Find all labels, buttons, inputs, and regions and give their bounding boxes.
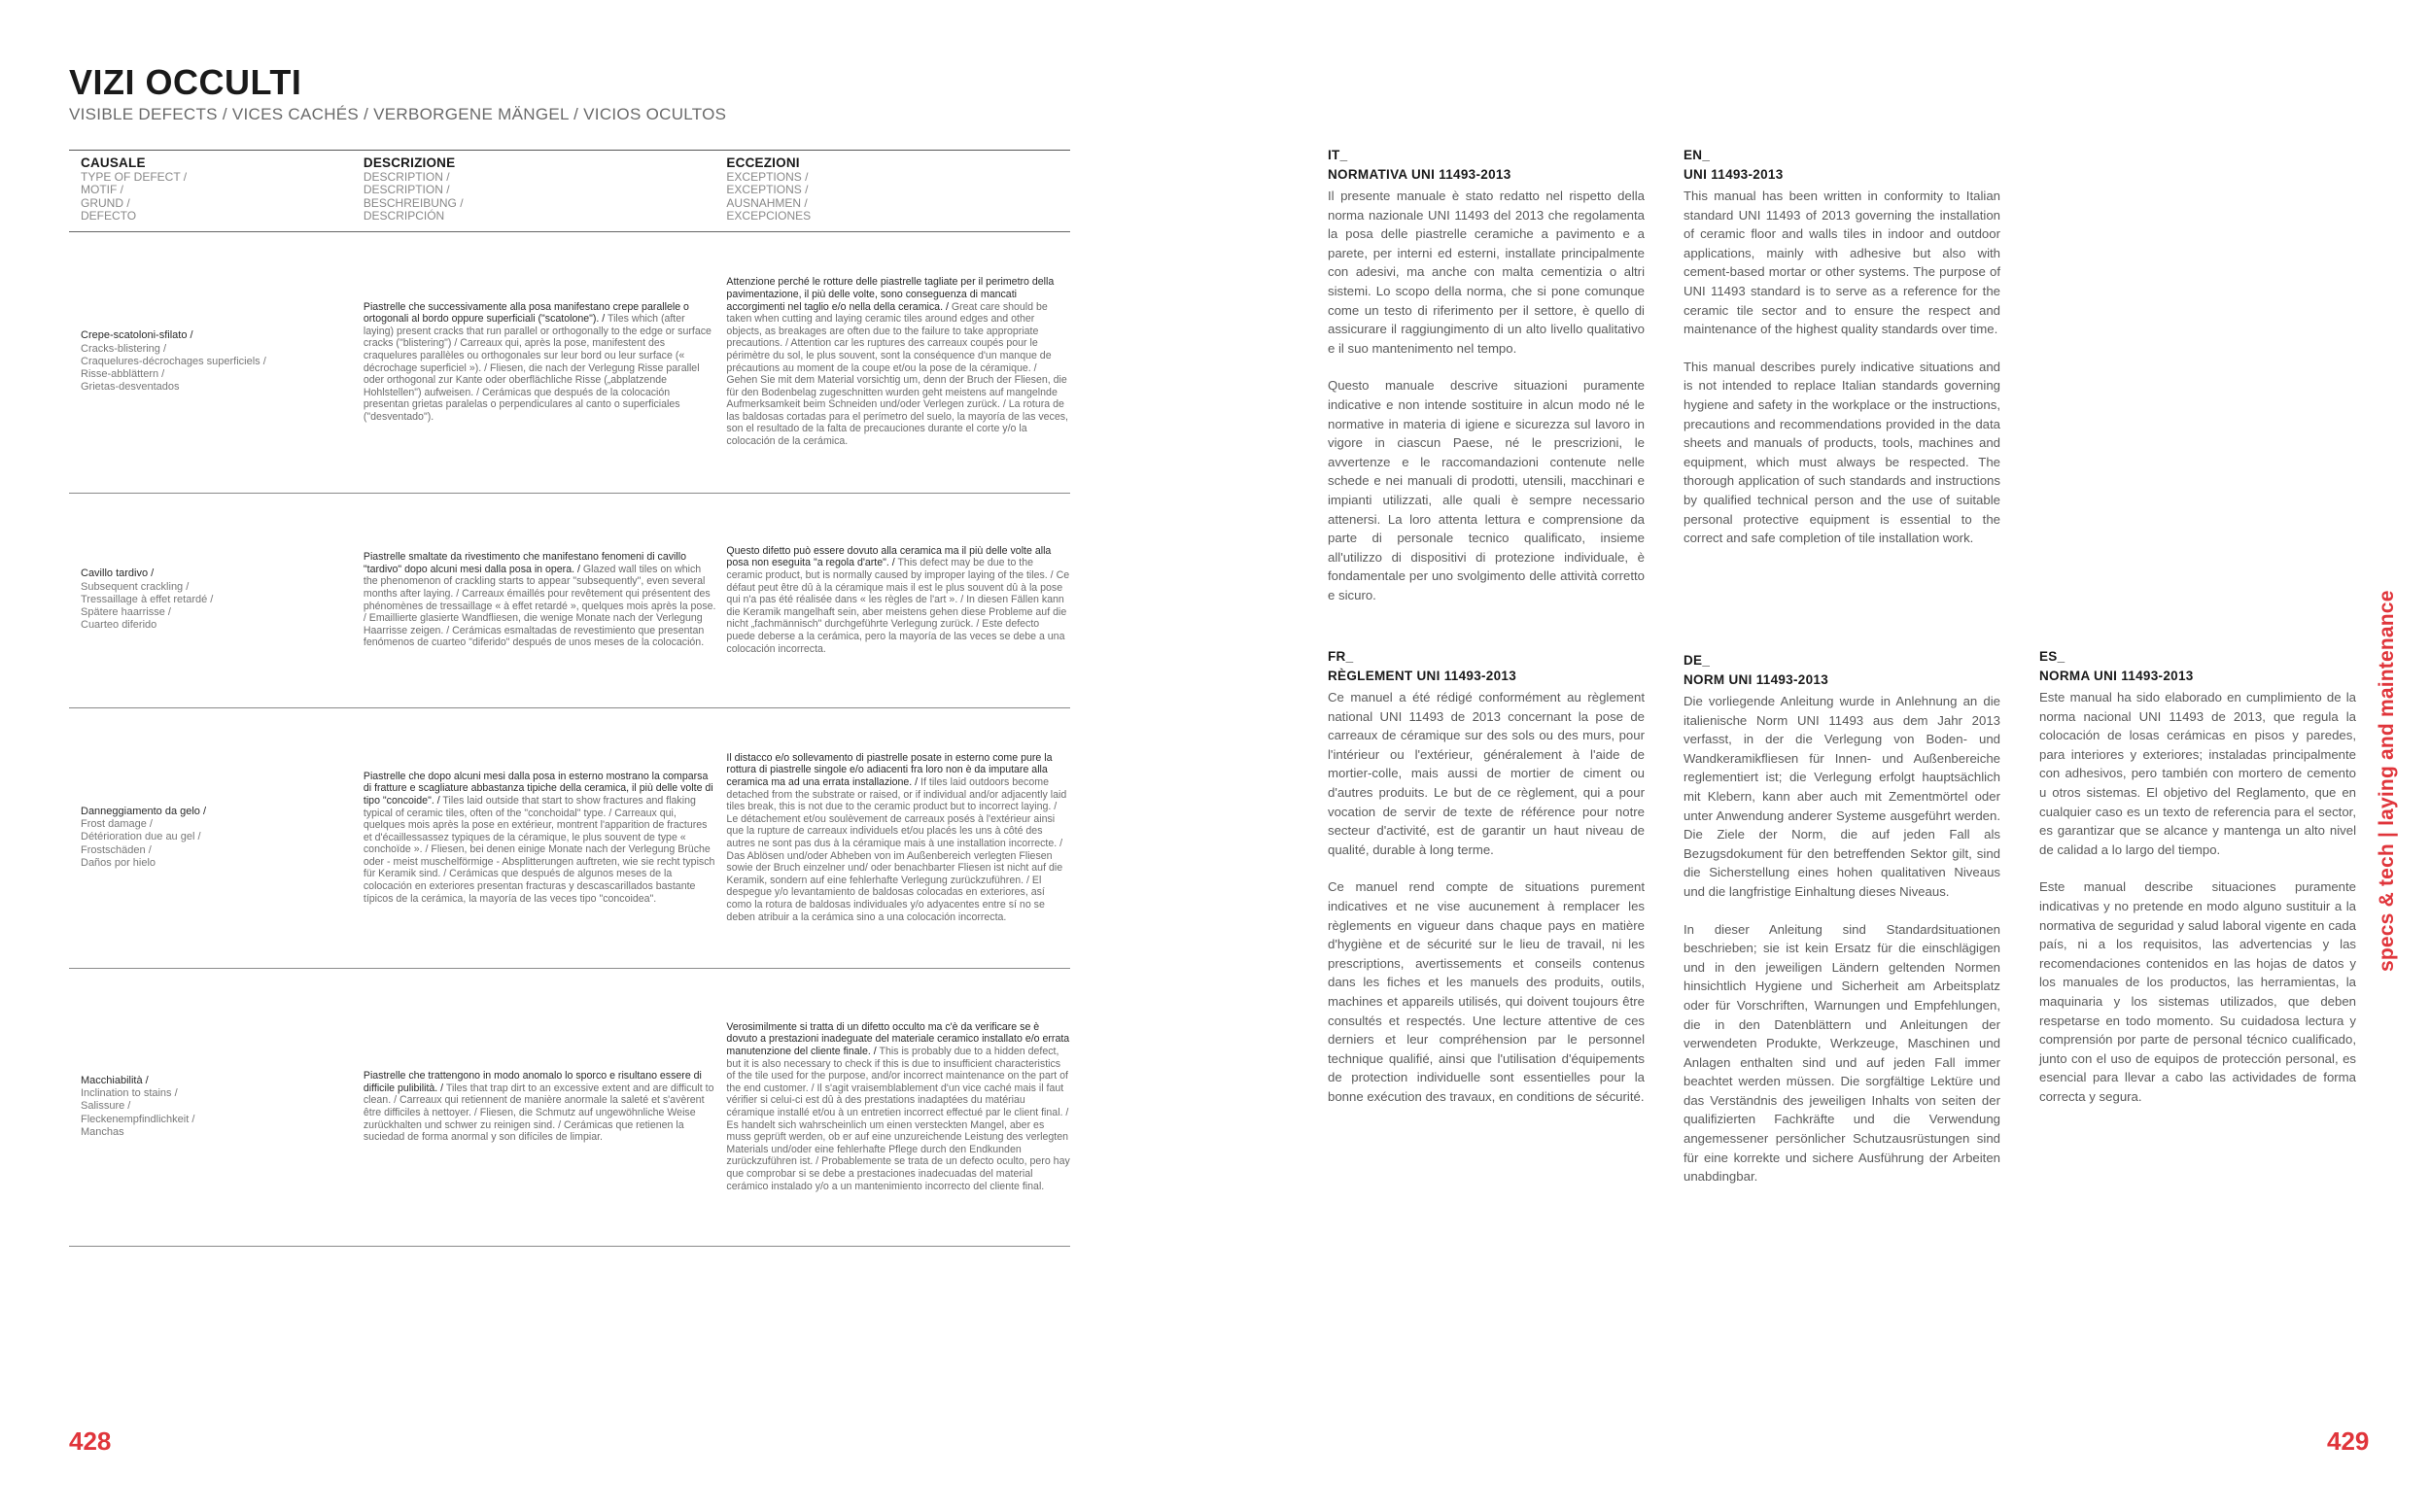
cause-cell: Crepe-scatoloni-sfilato / Cracks-blistering / Craquelures-décrochages superficiels / Risse-abblättern / Grietas-desventados xyxy=(81,329,266,394)
defects-table xyxy=(69,150,1070,1247)
paragraph: This manual describes purely indicative situations and is not intended to replace Italian standards governing hygiene and safety in the workplace or the instructions, precautions and recommendations provided in the data sheets and manuals of products, tools, machines and equipment, which must always be respected. The thorough application of such standards and instructions by qualified technical person and the use of suitable personal protective equipment is essential to the correct and safe completion of tile installation work. xyxy=(1684,359,2000,546)
description-cell: Piastrelle che successivamente alla posa manifestano crepe parallele o ortogonali al bordo oppure superficiali ("scatolone"). / Tiles which (after laying) present cracks that run parallel or orthogonally to the edge or surface cracks ("blistering") / Carreaux qui, après la pose, manifestent des craquelures parallèles ou orthogonales sur leur bord ou leur surface (« décrochage superficiel »). / Fliesen, die nach der Verlegung Risse parallel oder orthogonal zur Kante oder oberflächliche Risse („abplatzende Hohlstellen") aufweisen. / Cerámicas que después de la colocación presentan grietas paralelas o perpendiculares al canto o superficiales ("desventado"). xyxy=(363,300,712,423)
exceptions-cell: Questo difetto può essere dovuto alla ceramica ma il più delle volte alla posa non eseguita "a regola d'arte". / This defect may be due to the ceramic product, but is normally caused by improper laying of the tiles. / Ce défaut peut être dû à la céramique mais il est le plus souvent dû à la pose qui n'a pas été réalisée dans « les règles de l'art ». / In diesen Fällen kann die Keramik mangelhaft sein, aber meistens gehen diese Probleme auf die nicht „fachmännisch" durchgeführte Verlegung zurück. / Este defecto puede deberse a la cerámica, pero la mayoría de las veces se debe a una colocación incorrecta. xyxy=(726,544,1070,655)
norm-heading: NORMATIVA UNI 11493-2013 xyxy=(1328,167,1511,182)
page-subtitle: VISIBLE DEFECTS / VICES CACHÉS / VERBORGENE MÄNGEL / VICIOS OCULTOS xyxy=(69,105,727,123)
norm-heading: NORMA UNI 11493-2013 xyxy=(2039,669,2194,683)
table-row xyxy=(69,494,1070,708)
description-cell: Piastrelle che dopo alcuni mesi dalla posa in esterno mostrano la comparsa di fratture e scagliature abbastanza tipiche della ceramica, il più delle volte di tipo "concoide". / Tiles laid outside that start to show fractures and flaking typical of ceramic tiles, often of the "conchoidal" type. / Carreaux qui, quelques mois après la pose en extérieur, montrent l'apparition de fractures et d'écaillessassez typiques de la céramique, le plus souvent de type « conchoïde ». / Fliesen, bei denen einige Monate nach der Verlegung Brüche oder - meist muschelförmige - Absplitterungen auftreten, wie sie recht typisch für Keramik sind. / Cerámicas que después de algunos meses de la colocación en exteriores presentan fracturas y descascarillados bastante típicos de la cerámica, la mayoría de las veces tipo "concoidea". xyxy=(363,770,715,905)
paragraph: Ce manuel rend compte de situations purement indicatives et ne vise aucunement à remplacer les règlements en vigueur dans chaque pays en matière d'hygiène et de sécurité sur le lieu de travail, ni les prescriptions, avertissements et conseils contenus dans les fiches et les manuels des produits, outils, machines et appareils utilisés, qui doivent toujours être consultés et respectés. Une lecture attentive de ces derniers et leur compréhension par le personnel technique qualifié, ainsi que l'utilisation d'équipements de protection individuelle sont essentielles pour la bonne exécution des travaux, en conditions de sécurité. xyxy=(1328,879,1645,1104)
lang-label: FR_ xyxy=(1328,649,1354,664)
side-section-label: specs & tech | laying and maintenance xyxy=(2376,590,2398,972)
description-cell: Piastrelle smaltate da rivestimento che manifestano fenomeni di cavillo "tardivo" dopo alcuni mesi dalla posa in opera. / Glazed wall tiles on which the phenomenon of crackling starts to appear "subsequently", even several months after laying. / Carreaux émaillés pour revêtement qui présentent des phénomènes de tressaillage « à effet retardé », quelques mois après la pose. / Emaillierte glasierte Wandfliesen, die wenige Monate nach der Verlegung Haarrisse zeigen. / Cerámicas esmaltadas de revestimiento que presentan fenómenos de cuarteo "diferido" después de unos meses de la colocación. xyxy=(363,551,716,649)
table-row xyxy=(69,232,1070,494)
norm-heading: UNI 11493-2013 xyxy=(1684,167,1784,182)
table-row xyxy=(69,708,1070,969)
paragraph: Il presente manuale è stato redatto nel rispetto della norma nazionale UNI 11493 del 2013 che regolamenta la posa delle piastrelle ceramiche a pavimento e a parete, per interni ed esterni, installate principalmente con adesivi, ma anche con malta cementizia o altri sistemi. Lo scopo della norma, che si pone comunque come un testo di riferimento per il settore, è quello di assicurare il raggiungimento di un alto livello qualitativo e il suo mantenimento nel tempo. xyxy=(1328,189,1645,356)
header-eccezioni: ECCEZIONI EXCEPTIONS / EXCEPTIONS / AUSNAHMEN / EXCEPCIONES xyxy=(726,155,812,223)
page-number-left: 428 xyxy=(69,1426,112,1456)
exceptions-cell: Verosimilmente si tratta di un difetto occulto ma c'è da verificare se è dovuto a prestazioni inadeguate del materiale ceramico installato e/o errata manutenzione del cliente finale. / This is probably due to a hidden defect, but it is also necessary to check if this is due to insufficient characteristics of the tile used for the purpose, and/or incorrect maintenance on the part of the end customer. / Il s'agit vraisemblablement d'un vice caché mais il faut vérifier si celui-ci est dû à des prestations inadaptées du matériau céramique installé et/ou à un entretien incorrect effectué par le client final. / Es handelt sich wahrscheinlich um einen versteckten Mangel, aber es muss geprüft werden, ob er auf eine unzureichende Leistung des verlegten Materials und/oder eine fehlerhafte Pflege durch den Endkunden zurückzuführen ist. / Probablemente se trata de un defecto oculto, pero hay que comprobar si se debe a prestaciones inadecuadas del material cerámico instalado y/o a un mantenimiento incorrecto del cliente final. xyxy=(726,1020,1070,1192)
paragraph: In dieser Anleitung sind Standardsituationen beschrieben; sie ist kein Ersatz für die einschlägigen und in den jeweiligen Ländern geltenden Normen hinsichtlich Hygiene und Sicherheit am Arbeitsplatz oder für Vorschriften, Warnungen und Empfehlungen, die in den Datenblättern und Anleitungen der verwendeten Produkte, Werkzeuge, Maschinen und Anlagen enthalten sind und auf jeden Fall immer beachtet werden müssen. Die sorgfältige Lektüre und das Verständnis des jeweiligen Inhalts von seiten der qualifizierten Fachkräfte und die Verwendung angemessener persönlicher Schutzausrüstungen sind für eine korrekte und sichere Ausführung der Arbeiten unabdingbar. xyxy=(1684,921,2000,1185)
page-title: VIZI OCCULTI xyxy=(69,62,302,102)
table-row xyxy=(69,969,1070,1247)
cause-cell: Cavillo tardivo / Subsequent crackling / Tressaillage à effet retardé / Spätere haarrisse / Cuarteo diferido xyxy=(81,567,214,632)
paragraph: Ce manuel a été rédigé conformément au règlement national UNI 11493 de 2013 concernant la pose de carreaux de céramique sur des sols ou des murs, pour l'intérieur ou l'extérieur, généralement à l'aide de mortier-colle, mais aussi de mortier de ciment ou d'autres produits. Le but de ce règlement, qui a pour vocation de servir de texte de référence pour notre secteur d'activité, est de garantir un haut niveau de qualité, durable à long terme. xyxy=(1328,690,1645,857)
page-number-right: 429 xyxy=(2327,1426,2370,1456)
paragraph: Este manual describe situaciones puramente indicativas y no pretende en modo alguno sustituir a la normativa de seguridad y salud laboral vigente en cada país, ni a los requisitos, las advertencias y las recomendaciones contenidos en las hojas de datos y los manuales de los productos, las herramientas, la maquinaria y los sistemas utilizados, que deben respetarse en todo momento. Su cuidadosa lectura y comprensión por parte de personal técnico cualificado, junto con el uso de equipos de protección personal, es esencial para llevar a cabo las actividades de forma correcta y segura. xyxy=(2039,879,2356,1104)
section-es xyxy=(2039,647,2356,1124)
description-cell: Piastrelle che trattengono in modo anomalo lo sporco e risultano essere di difficile pulibilità. / Tiles that trap dirt to an excessive extent and are difficult to clean. / Carreaux qui retiennent de manière anormale la saleté et s'avèrent être difficiles à nettoyer. / Fliesen, die Schmutz auf ungewöhnliche Weise zurückhalten und schwer zu reinigen sind. / Cerámicas que retienen la suciedad de forma anormal y son difíciles de limpiar. xyxy=(363,1070,714,1144)
lang-label: ES_ xyxy=(2039,649,2066,664)
lang-label: EN_ xyxy=(1684,148,1711,162)
section-de xyxy=(1684,651,2000,1205)
norm-heading: RÈGLEMENT UNI 11493-2013 xyxy=(1328,669,1517,683)
exceptions-cell: Il distacco e/o sollevamento di piastrelle posate in esterno come pure la rottura di piastrelle singole e/o adiacenti fra loro non è da imputare alla ceramica ma ad una errata installazione. / If tiles laid outdoors become detached from the substrate or raised, or if individual and/or adjacently laid tiles break, this is not due to the ceramic product but to incorrect laying. / Le détachement et/ou soulèvement de carreaux posés à l'extérieur ainsi que la rupture de carreaux individuels et/ou placés les uns à côté des autres ne sont pas dus à la céramique mais à une installation incorrecte. / Das Ablösen und/oder Abheben von im Außenbereich verlegten Fliesen sowie der Bruch einzelner und/ oder benachbarter Fliesen ist nicht auf die Keramik, sondern auf eine fehlerhafte Verlegung zurückzuführen. / El despegue y/o levantamiento de baldosas colocadas en exteriores, así como la rotura de baldosas individuales y/o adyacentes entre sí no se deben atribuir a la cerámica sino a una colocación incorrecta. xyxy=(726,751,1067,923)
section-fr xyxy=(1328,647,1645,1124)
paragraph: This manual has been written in conformity to Italian standard UNI 11493 of 2013 governing the installation of ceramic floor and walls tiles in indoor and outdoor applications, mainly with adhesive but also with cement-based mortar or other systems. The purpose of UNI 11493 standard is to serve as a reference for the ceramic tile sector and to ensure the respect and maintenance of the highest quality standards over time. xyxy=(1684,189,2000,337)
cause-cell: Danneggiamento da gelo / Frost damage / Détérioration due au gel / Frostschäden / Daños por hielo xyxy=(81,805,207,869)
table-header xyxy=(69,151,1070,232)
paragraph: Questo manuale descrive situazioni puramente indicative e non intende sostituire in alcun modo né le normative in materia di igiene e sicurezza sul lavoro in vigore in ciascun Paese, né le prescrizioni, le avvertenze e le raccomandazioni contenute nelle schede e nei manuali di prodotti, utensili, macchinari e impianti utilizzati, alle quali è sempre necessario attenersi. La loro attenta lettura e comprensione da parte di personale tecnico qualificato, insieme all'utilizzo di dispositivi di protezione individuale, è fondamentale per uno svolgimento delle attività corretto e sicuro. xyxy=(1328,378,1645,602)
cause-cell: Macchiabilità / Inclination to stains / Salissure / Fleckenempfindlichkeit / Manchas xyxy=(81,1074,195,1138)
section-en xyxy=(1684,146,2000,567)
lang-label: DE_ xyxy=(1684,653,1711,668)
lang-label: IT_ xyxy=(1328,148,1348,162)
section-it xyxy=(1328,146,1645,623)
paragraph: Este manual ha sido elaborado en cumplimiento de la norma nacional UNI 11493 de 2013, que regula la colocación de losas cerámicas en pisos y paredes, para interiores y exteriores; instaladas principalmente con adhesivos, pero también con mortero de cemento u otros sistemas. El objetivo del Reglamento, que en cualquier caso es un texto de referencia para el sector, es garantizar que se alcance y mantenga un alto nivel de calidad a lo largo del tiempo. xyxy=(2039,690,2356,857)
paragraph: Die vorliegende Anleitung wurde in Anlehnung an die italienische Norm UNI 11493 aus dem Jahr 2013 verfasst, in der die Verlegung von Boden- und Wandkeramikfliesen für Innen- und Außenbereiche reglementiert ist; die Verlegung erfolgt hauptsächlich mit Klebern, kann aber auch mit Zementmörtel oder unter Anwendung anderer Systeme ausgeführt werden. Die Ziele der Norm, die auf jeden Fall als Bezugsdokument für den betreffenden Sektor gilt, sind die Sicherstellung eines hohen qualitativen Niveaus und die langfristige Einhaltung dieses Niveaus. xyxy=(1684,694,2000,899)
header-causale: CAUSALE TYPE OF DEFECT / MOTIF / GRUND / DEFECTO xyxy=(81,155,188,223)
exceptions-cell: Attenzione perché le rotture delle piastrelle tagliate per il perimetro della pavimentazione, il più delle volte, sono conseguenza di mancati accorgimenti nel taglio e/o nella della ceramica. / Great care should be taken when cutting and laying ceramic tiles around edges and other objects, as breakages are often due to the failure to take appropriate precautions. / Attention car les ruptures des carreaux coupés pour le périmètre du sol, le plus souvent, sont la conséquence d'un manque de précautions au moment de la coupe et/ou la pose de la céramique. / Gehen Sie mit dem Material vorsichtig um, denn der Bruch der Fliesen, die für den Bodenbelag zugeschnitten wurden geht meistens auf mangelnde Aufmerksamkeit beim Schneiden und/oder Verlegen zurück. / La rotura de las baldosas cortadas para el perímetro del suelo, la mayoría de las veces, son el resultado de la falta de precauciones durante el corte y/o la colocación de la cerámica. xyxy=(726,276,1068,448)
norm-heading: NORM UNI 11493-2013 xyxy=(1684,672,1829,687)
header-descrizione: DESCRIZIONE DESCRIPTION / DESCRIPTION / BESCHREIBUNG / DESCRIPCIÓN xyxy=(363,155,464,223)
